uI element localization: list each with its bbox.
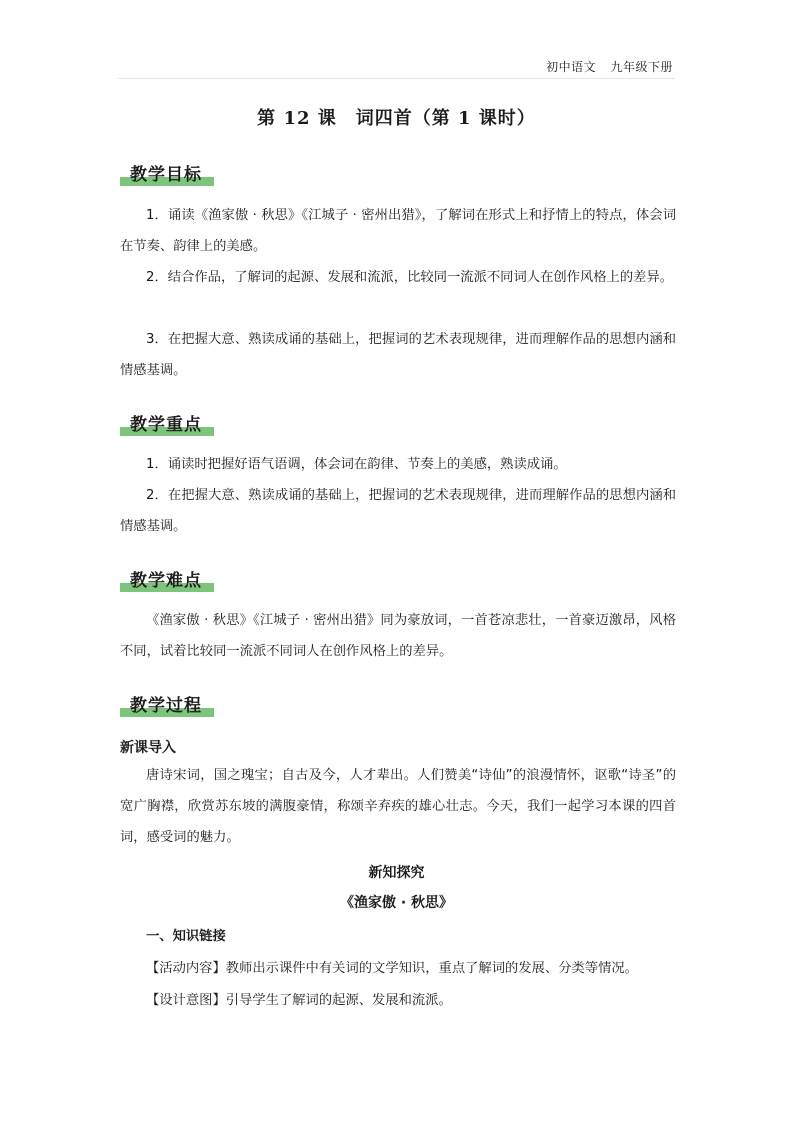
- part-heading: 一、知识链接: [146, 929, 226, 944]
- header-subject: 初中语文: [546, 60, 597, 74]
- intro-text: 唐诗宋词，国之瑰宝；自古及今，人才辈出。人们赞美“诗仙”的浪漫情怀，讴歌“诗圣”的宽广胸襟，欣赏苏东坡的满腹豪情，称颂辛弃疾的雄心壮志。今天，我们一起学习本课的四首词，感受词的魅力。: [120, 768, 676, 845]
- explore-heading: 新知探究: [368, 865, 425, 881]
- design-text: 引导学生了解词的起源、发展和流派。: [225, 993, 452, 1008]
- section-difficulties-heading: [120, 566, 202, 592]
- goal-item-3: 3．在把握大意、熟读成诵的基础上，把握词的艺术表现规律，进而理解作品的思想内涵和情感基调。: [120, 332, 676, 378]
- key-point-item-1: 1．诵读时把握好语气语调，体会词在韵律、节奏上的美感，熟读成诵。: [146, 457, 567, 472]
- header-info: [536, 58, 673, 75]
- section-process-title: 教学过程: [130, 696, 202, 716]
- activity-label: 【活动内容】: [146, 961, 226, 976]
- activity-text: 教师出示课件中有关词的文学知识，重点了解词的发展、分类等情况。: [225, 961, 638, 976]
- section-process-heading: [120, 691, 202, 717]
- activity-line: [146, 957, 638, 976]
- key-point-item-2: 2．在把握大意、熟读成诵的基础上，把握词的艺术表现规律，进而理解作品的思想内涵和情感基调。: [120, 488, 676, 534]
- page-title: 第 12 课 词四首（第 1 课时）: [257, 108, 536, 129]
- intro-heading: 新课导入: [120, 740, 176, 756]
- section-goals-title: 教学目标: [130, 165, 202, 185]
- section-key-points-title: 教学重点: [130, 415, 202, 435]
- goal-item-2: 2．结合作品，了解词的起源、发展和流派，比较同一流派不同词人在创作风格上的差异。: [146, 270, 674, 285]
- section-key-points-heading: [120, 410, 202, 436]
- header-grade: 九年级下册: [610, 60, 673, 74]
- section-goals-heading: [120, 160, 202, 186]
- poem-title: 《渔家傲 · 秋思》: [339, 895, 454, 911]
- section-difficulties-title: 教学难点: [130, 571, 202, 591]
- design-line: [146, 989, 452, 1008]
- design-label: 【设计意图】: [146, 993, 226, 1008]
- header-divider: [118, 78, 675, 79]
- difficulties-text: 《渔家傲 · 秋思》《江城子 · 密州出猎》同为豪放词，一首苍凉悲壮，一首豪迈激昂，风格不同，试着比较同一流派不同词人在创作风格上的差异。: [120, 613, 676, 659]
- goal-item-1: 1．诵读《渔家傲 · 秋思》《江城子 · 密州出猎》，了解词在形式上和抒情上的特点，体会词在节奏、韵律上的美感。: [120, 208, 676, 254]
